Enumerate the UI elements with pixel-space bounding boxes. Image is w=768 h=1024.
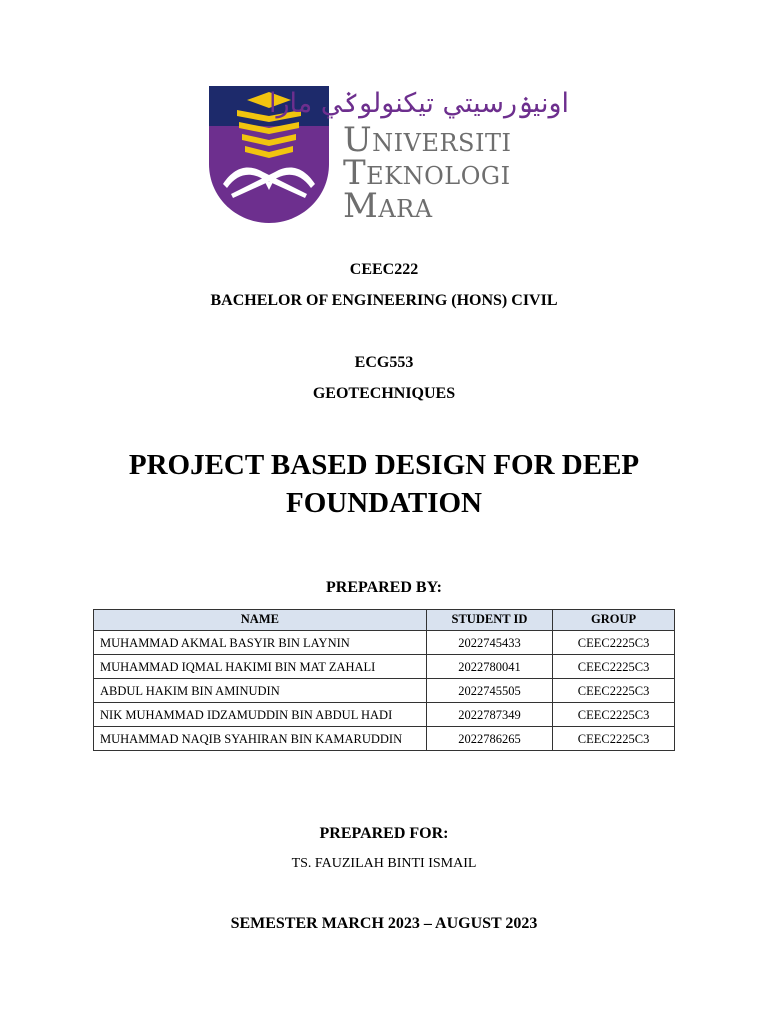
- header-group: GROUP: [553, 610, 675, 631]
- semester-line: SEMESTER MARCH 2023 – AUGUST 2023: [230, 915, 538, 932]
- members-table: [93, 609, 675, 751]
- cell-student-id: 2022787349: [426, 703, 552, 727]
- table-row: [94, 727, 675, 751]
- cell-group: CEEC2225C3: [553, 631, 675, 655]
- course-name: GEOTECHNIQUES: [312, 385, 456, 402]
- prepared-for-heading: PREPARED FOR:: [319, 825, 449, 842]
- wordmark-line-1: Universiti: [343, 120, 512, 160]
- cell-name: ABDUL HAKIM BIN AMINUDIN: [94, 679, 427, 703]
- wordmark-line-3: Mara: [343, 186, 433, 226]
- prepared-by-heading: PREPARED BY:: [325, 579, 442, 596]
- table-row: [94, 679, 675, 703]
- cell-group: CEEC2225C3: [553, 679, 675, 703]
- university-wordmark: [343, 120, 512, 226]
- cell-group: CEEC2225C3: [553, 703, 675, 727]
- table-header-row: [94, 610, 675, 631]
- header-name: NAME: [94, 610, 427, 631]
- program-code: CEEC222: [349, 261, 419, 278]
- jawi-university-name: اونيۏرسيتي تيکنولوݢي مارا: [268, 88, 569, 119]
- cell-student-id: 2022745433: [426, 631, 552, 655]
- cell-student-id: 2022786265: [426, 727, 552, 751]
- table-row: [94, 631, 675, 655]
- cell-name: NIK MUHAMMAD IDZAMUDDIN BIN ABDUL HADI: [94, 703, 427, 727]
- cell-group: CEEC2225C3: [553, 727, 675, 751]
- program-name: BACHELOR OF ENGINEERING (HONS) CIVIL: [210, 292, 558, 309]
- course-code: ECG553: [354, 354, 414, 371]
- header-student-id: STUDENT ID: [426, 610, 552, 631]
- cell-name: MUHAMMAD NAQIB SYAHIRAN BIN KAMARUDDIN: [94, 727, 427, 751]
- wordmark-line-2: Teknologi: [343, 153, 511, 193]
- table-row: [94, 655, 675, 679]
- university-logo: [209, 86, 569, 226]
- document-title-line-1: PROJECT BASED DESIGN FOR DEEP: [128, 449, 640, 481]
- cell-student-id: 2022745505: [426, 679, 552, 703]
- table-row: [94, 703, 675, 727]
- cell-group: CEEC2225C3: [553, 655, 675, 679]
- cell-name: MUHAMMAD AKMAL BASYIR BIN LAYNIN: [94, 631, 427, 655]
- lecturer-name: TS. FAUZILAH BINTI ISMAIL: [291, 856, 477, 871]
- cell-name: MUHAMMAD IQMAL HAKIMI BIN MAT ZAHALI: [94, 655, 427, 679]
- cell-student-id: 2022780041: [426, 655, 552, 679]
- document-title-line-2: FOUNDATION: [285, 487, 483, 519]
